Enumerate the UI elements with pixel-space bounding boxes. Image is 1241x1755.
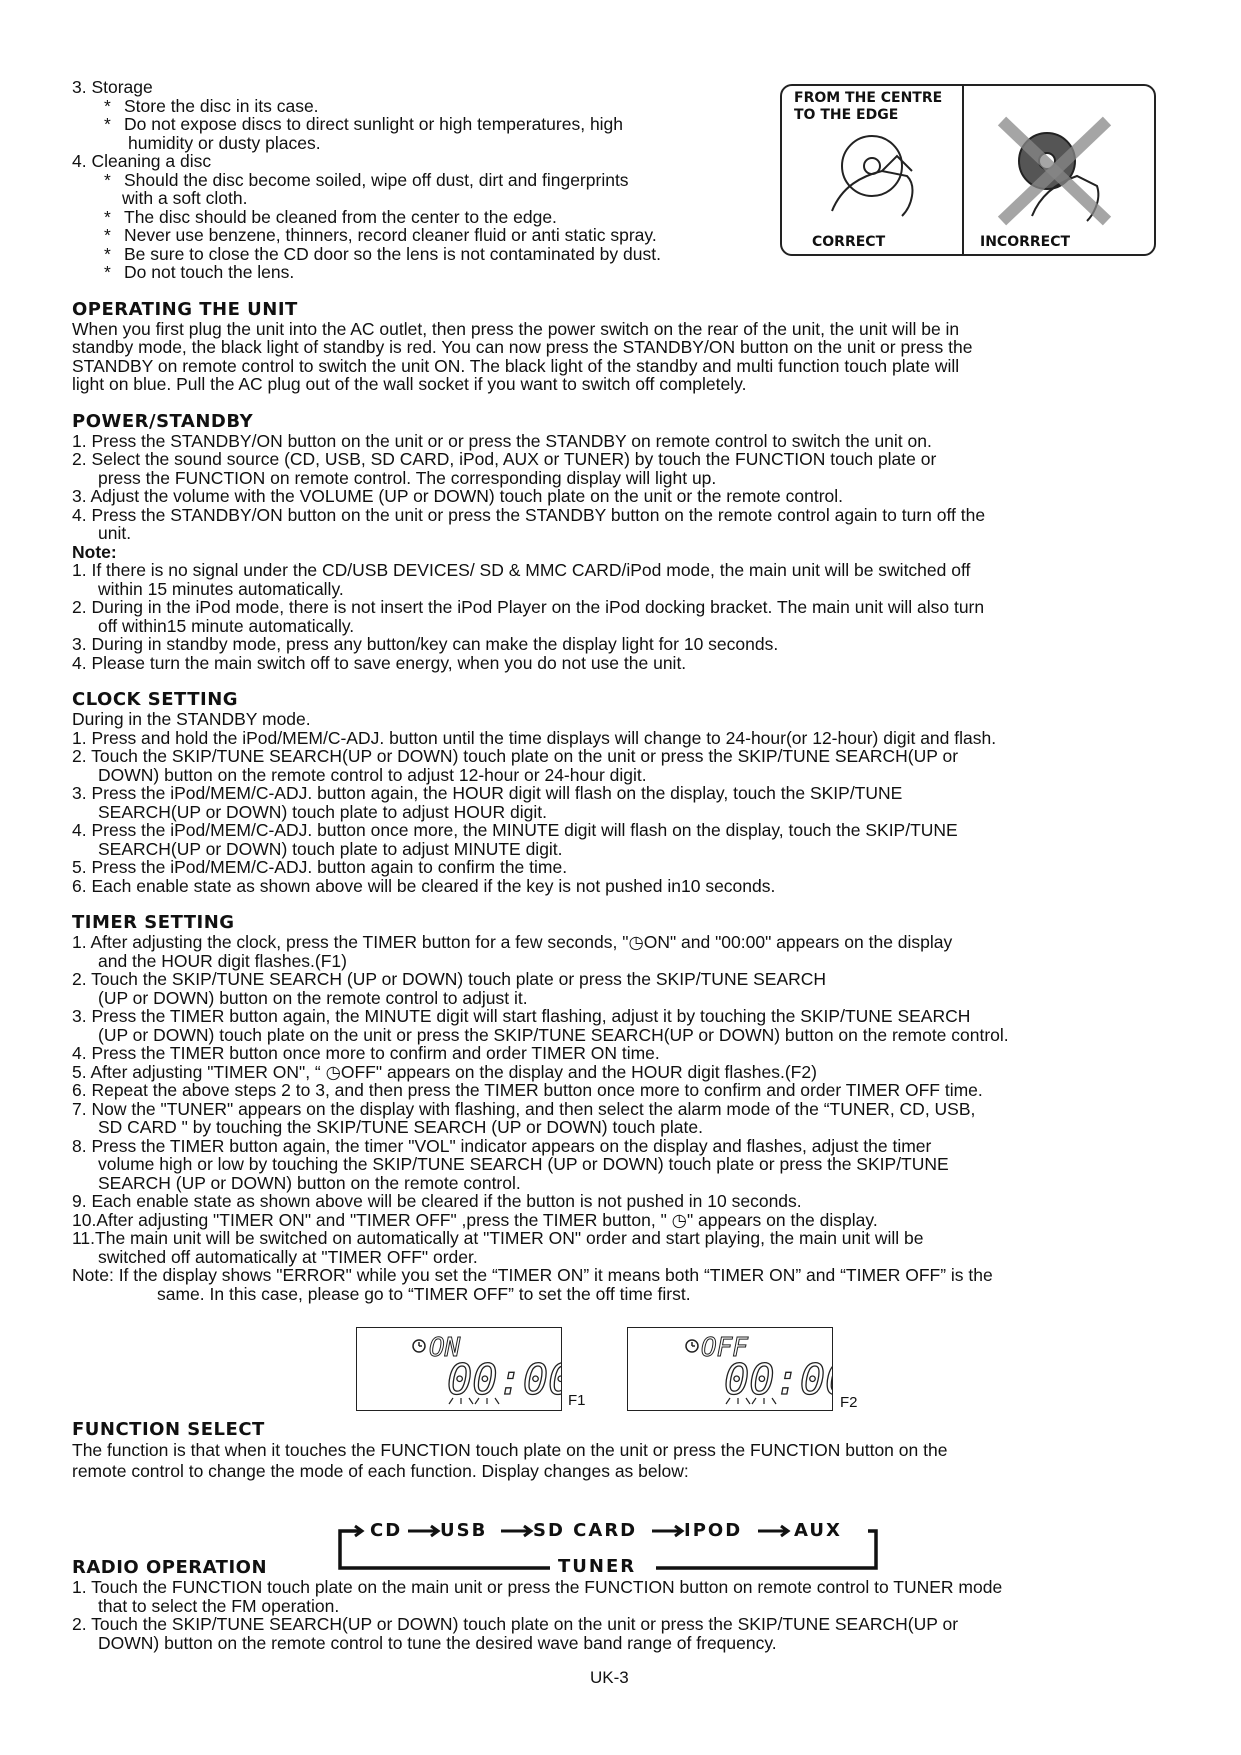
paragraph-line: The function is that when it touches the FUNCTION touch plate on the unit or press the FUNCTION button on the: [72, 1440, 948, 1460]
list-item: 5. After adjusting "TIMER ON", “ ◷OFF" appears on the display and the HOUR digit flashes.(F2): [72, 1061, 817, 1082]
list-item-continued: SD CARD " by touching the SKIP/TUNE SEARCH (UP or DOWN) touch plate.: [98, 1117, 703, 1137]
list-item-continued: volume high or low by touching the SKIP/TUNE SEARCH (UP or DOWN) touch plate or press the SKIP/TUNE: [98, 1154, 949, 1174]
list-item: 4. Press the STANDBY/ON button on the unit or press the STANDBY button on the remote control again to turn off the: [72, 504, 986, 525]
lcd-f1-time: 00:00: [447, 1355, 561, 1404]
function-select-section: [72, 1420, 1172, 1482]
paragraph-line: remote control to change the mode of each function. Display changes as below:: [72, 1461, 689, 1481]
lcd-f2-mode: OFF: [701, 1333, 748, 1363]
list-item-continued: DOWN) button on the remote control to adjust 12-hour or 24-hour digit.: [98, 764, 647, 785]
radio-operation-title: RADIO OPERATION: [72, 1557, 268, 1578]
radio-operation-section: [72, 1558, 1192, 1652]
list-item: 3. Press the iPod/MEM/C-ADJ. button again, the HOUR digit will flash on the display, touch the SKIP/TUNE: [72, 783, 903, 803]
flow-item-aux: AUX: [794, 1520, 842, 1541]
list-item: 7. Now the "TUNER" appears on the display with flashing, and then select the alarm mode of the “TUNER, CD, USB,: [72, 1098, 976, 1119]
clock-setting-title: CLOCK SETTING: [72, 689, 239, 710]
list-item-continued: that to select the FM operation.: [98, 1595, 340, 1616]
list-item: [72, 97, 1172, 116]
list-item: 2. Touch the SKIP/TUNE SEARCH (UP or DOWN) touch plate or press the SKIP/TUNE SEARCH: [72, 969, 827, 989]
bullet-star: *: [104, 262, 111, 282]
list-item: [72, 171, 1172, 190]
list-item-continued: and the HOUR digit flashes.(F1): [98, 950, 347, 971]
item-text: Do not touch the lens.: [124, 262, 295, 282]
timer-note-continued: same. In this case, please go to “TIMER OFF” to set the off time first.: [157, 1283, 691, 1304]
timer-note: Note: If the display shows "ERROR" while you set the “TIMER ON” it means both “TIMER ON” and “TIMER OFF” is the: [72, 1265, 993, 1285]
list-item: 1. After adjusting the clock, press the TIMER button for a few seconds, "◷ON" and "00:00" appears on the display: [72, 932, 953, 952]
list-item-continued: SEARCH(UP or DOWN) touch plate to adjust HOUR digit.: [98, 801, 547, 822]
paragraph-line: STANDBY on remote control to switch the unit ON. The black light of the standby and multi function touch plate will: [72, 355, 960, 376]
list-item: 6. Each enable state as shown above will be cleared if the key is not pushed in10 seconds.: [72, 875, 776, 896]
list-item: 4. Press the TIMER button once more to confirm and order TIMER ON time.: [72, 1043, 660, 1063]
list-item-continued: press the FUNCTION on remote control. The corresponding display will light up.: [98, 467, 717, 488]
item-text: Store the disc in its case.: [124, 95, 319, 116]
list-item: 2. Touch the SKIP/TUNE SEARCH(UP or DOWN) touch plate on the unit or press the SKIP/TUNE SEARCH(UP or: [72, 746, 959, 766]
note-item: 3. During in standby mode, press any button/key can make the display light for 10 seconds.: [72, 634, 779, 654]
list-item: 5. Press the iPod/MEM/C-ADJ. button again to confirm the time.: [72, 857, 568, 877]
bullet-star: *: [104, 114, 111, 134]
flow-item-cd: CD: [370, 1520, 403, 1541]
note-title: Note:: [72, 541, 117, 562]
bullet-star: *: [104, 169, 111, 190]
lcd-f1-tag: F1: [568, 1392, 586, 1409]
list-item: 3. Press the TIMER button again, the MINUTE digit will start flashing, adjust it by touching the SKIP/TUNE SEARCH: [72, 1006, 971, 1026]
flow-item-sd-card: SD CARD: [533, 1520, 638, 1541]
timer-setting-section: [72, 913, 1172, 1303]
list-item: [72, 208, 1172, 227]
list-item: 4. Press the iPod/MEM/C-ADJ. button once more, the MINUTE digit will flash on the display, touch the SKIP/TUNE: [72, 820, 958, 840]
item-text: Never use benzene, thinners, record cleaner fluid or anti static spray.: [124, 225, 657, 245]
timer-setting-title: TIMER SETTING: [72, 912, 235, 933]
flow-item-tuner: TUNER: [558, 1556, 637, 1577]
list-item: [72, 115, 1172, 134]
lcd-f2-graphic: [628, 1328, 832, 1410]
paragraph-line: During in the STANDBY mode.: [72, 709, 311, 729]
list-item: 6. Repeat the above steps 2 to 3, and then press the TIMER button once more to confirm and order TIMER OFF time.: [72, 1080, 983, 1100]
flow-item-usb: USB: [440, 1520, 488, 1541]
lcd-f1-graphic: [357, 1328, 561, 1410]
list-item: 2. Select the sound source (CD, USB, SD CARD, iPod, AUX or TUNER) by touch the FUNCTION touch plate or: [72, 449, 937, 469]
list-item: 11.The main unit will be switched on automatically at "TIMER ON" order and start playing, the main unit will be: [72, 1228, 924, 1248]
function-select-title: FUNCTION SELECT: [72, 1419, 265, 1440]
operating-title: OPERATING THE UNIT: [72, 298, 298, 320]
lcd-display-f1: [356, 1327, 562, 1411]
list-item-continued: unit.: [98, 523, 132, 543]
list-item-continued: with a soft cloth.: [122, 188, 248, 208]
list-item-continued: SEARCH(UP or DOWN) touch plate to adjust MINUTE digit.: [98, 838, 563, 859]
note-item: 1. If there is no signal under the CD/USB DEVICES/ SD & MMC CARD/iPod mode, the main unit will be switched off: [72, 560, 971, 580]
note-item: 2. During in the iPod mode, there is not insert the iPod Player on the iPod docking bracket. The main unit will also turn: [72, 597, 985, 617]
list-item-continued: SEARCH (UP or DOWN) button on the remote control.: [98, 1172, 521, 1193]
lcd-f2-tag: F2: [840, 1394, 858, 1411]
list-item: [72, 263, 1172, 282]
storage-heading: 3. Storage: [72, 77, 153, 97]
page-number: UK-3: [590, 1668, 629, 1687]
list-item: 3. Adjust the volume with the VOLUME (UP or DOWN) touch plate on the unit or the remote control.: [72, 486, 843, 506]
power-standby-section: [72, 412, 1172, 673]
lcd-f2-time: 00:0: [724, 1355, 826, 1404]
paragraph-line: light on blue. Pull the AC plug out of the wall socket if you want to switch off completely.: [72, 374, 747, 394]
flow-item-ipod: IPOD: [684, 1520, 743, 1541]
operating-section: [72, 300, 1172, 394]
list-item: 1. Touch the FUNCTION touch plate on the main unit or press the FUNCTION button on remote control to TUNER mode: [72, 1577, 1003, 1597]
clock-setting-section: [72, 690, 1172, 895]
item-text: The disc should be cleaned from the center to the edge.: [124, 206, 557, 227]
bullet-star: *: [104, 206, 111, 227]
list-item-continued: switched off automatically at "TIMER OFF" order.: [98, 1246, 478, 1267]
bullet-star: *: [104, 225, 111, 245]
note-item-continued: off within15 minute automatically.: [98, 615, 355, 636]
list-item: 1. Press and hold the iPod/MEM/C-ADJ. button until the time displays will change to 24-hour(or 12-hour) digit and flash.: [72, 727, 997, 748]
item-text: Be sure to close the CD door so the lens is not contaminated by dust.: [124, 243, 661, 264]
item-text: Should the disc become soiled, wipe off dust, dirt and fingerprints: [124, 169, 629, 190]
lcd-f1-mode: ON: [429, 1333, 461, 1363]
figure-heading-line-1: FROM THE CENTRE: [794, 90, 943, 106]
manual-page: [72, 78, 1172, 1303]
list-item: 2. Touch the SKIP/TUNE SEARCH(UP or DOWN) touch plate on the unit or press the SKIP/TUNE SEARCH(UP or: [72, 1614, 959, 1634]
note-item-continued: within 15 minutes automatically.: [98, 578, 344, 599]
incorrect-label: INCORRECT: [980, 234, 1071, 250]
item-text: Do not expose discs to direct sunlight or high temperatures, high: [124, 114, 624, 134]
correct-label: CORRECT: [812, 234, 886, 250]
list-item-continued: DOWN) button on the remote control to tune the desired wave band range of frequency.: [98, 1632, 777, 1653]
list-item: [72, 245, 1172, 264]
list-item-continued: (UP or DOWN) button on the remote control to adjust it.: [98, 987, 528, 1008]
list-item: 9. Each enable state as shown above will be cleared if the button is not pushed in 10 seconds.: [72, 1191, 802, 1211]
list-item: [72, 226, 1172, 245]
cleaning-heading: 4. Cleaning a disc: [72, 151, 212, 171]
list-item-continued: (UP or DOWN) touch plate on the unit or press the SKIP/TUNE SEARCH(UP or DOWN) button on the remote control.: [98, 1024, 1009, 1045]
bullet-star: *: [104, 95, 111, 116]
list-item-continued: humidity or dusty places.: [128, 132, 321, 153]
power-standby-title: POWER/STANDBY: [72, 410, 254, 432]
note-item: 4. Please turn the main switch off to save energy, when you do not use the unit.: [72, 652, 687, 673]
bullet-star: *: [104, 243, 111, 264]
storage-section: [72, 78, 1172, 282]
paragraph-line: When you first plug the unit into the AC outlet, then press the power switch on the rear of the unit, the unit will be in: [72, 318, 960, 339]
list-item: 10.After adjusting "TIMER ON" and "TIMER OFF" ,press the TIMER button, " ◷" appears on the display.: [72, 1209, 878, 1230]
paragraph-line: standby mode, the black light of standby is red. You can now press the STANDBY/ON button on the unit or press the: [72, 337, 973, 357]
figure-heading-line-2: TO THE EDGE: [794, 107, 899, 123]
list-item: 1. Press the STANDBY/ON button on the unit or or press the STANDBY on remote control to switch the unit on.: [72, 430, 932, 451]
list-item: 8. Press the TIMER button again, the timer "VOL" indicator appears on the display and flashes, adjust the timer: [72, 1135, 932, 1156]
lcd-display-f2: [627, 1327, 833, 1411]
